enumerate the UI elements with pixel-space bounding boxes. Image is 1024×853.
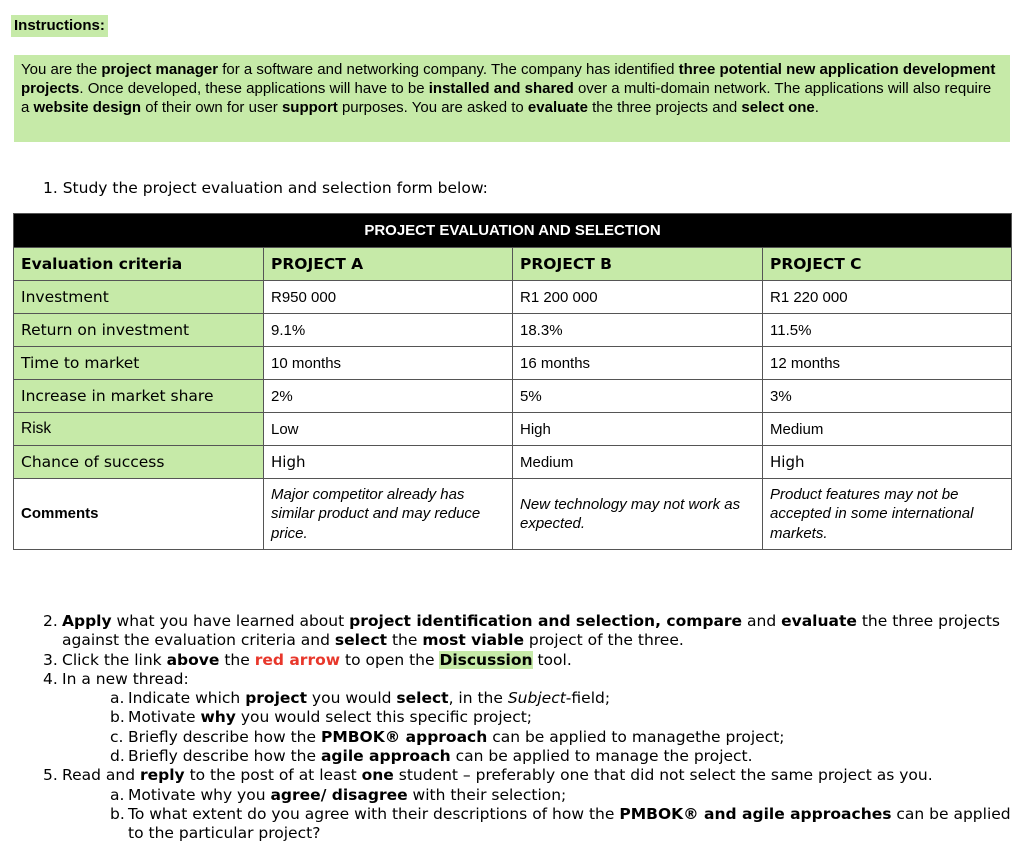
list-number: 4. (43, 669, 58, 688)
task-list (43, 612, 1018, 844)
sub-list-letter: b. (110, 804, 125, 823)
text: Indicate which (128, 689, 246, 708)
emphasis: evaluate (781, 612, 857, 630)
project-a-comment: Major competitor already has similar product and may reduce price. (264, 479, 513, 550)
project-c-cell: 11.5% (763, 314, 1012, 347)
text: the three projects against the evaluation criteria and (62, 612, 1001, 650)
list-item (43, 670, 1018, 766)
project-b-cell: 16 months (513, 347, 763, 380)
list-item (43, 766, 1018, 843)
header-project-a: PROJECT A (264, 248, 513, 281)
sub-list-letter: a. (110, 785, 125, 804)
project-b-comment: New technology may not work as expected. (513, 479, 763, 550)
instructions-emphasis: select one (741, 99, 815, 117)
instructions-label: Instructions: (11, 15, 108, 37)
text: tool. (532, 650, 572, 669)
project-b-cell: Medium (513, 446, 763, 479)
criteria-cell: Return on investment (14, 314, 264, 347)
project-a-cell: R950 000 (264, 281, 513, 314)
table-title-row (14, 214, 1012, 248)
text: can be applied to managethe project; (487, 727, 785, 746)
sub-list-item (110, 805, 1018, 844)
project-b-cell: 18.3% (513, 314, 763, 347)
text: to open the (340, 650, 440, 669)
table-row (14, 380, 1012, 413)
criteria-cell: Risk (14, 413, 264, 446)
instructions-emphasis: three potential new application development projects (21, 61, 996, 98)
text: student – preferably one that did not select the same project as you. (393, 766, 933, 785)
text: and (742, 612, 782, 630)
project-c-cell: 12 months (763, 347, 1012, 380)
text: To what extent do you agree with their descriptions of how the (128, 804, 620, 823)
project-c-cell: 3% (763, 380, 1012, 413)
sub-list-item (110, 747, 1018, 766)
instructions-box (14, 55, 1010, 142)
instructions-text: . (814, 99, 819, 117)
project-a-cell: Low (264, 413, 513, 446)
emphasis: Apply (62, 612, 112, 630)
criteria-cell: Time to market (14, 347, 264, 380)
text: Read and (62, 766, 140, 785)
table-row-comments (14, 479, 1012, 550)
table-header-row (14, 248, 1012, 281)
text: , in the (448, 689, 508, 708)
project-b-cell: R1 200 000 (513, 281, 763, 314)
table-row (14, 413, 1012, 446)
criteria-cell: Investment (14, 281, 264, 314)
discussion-tool-highlight: Discussion (439, 650, 533, 669)
table-title: PROJECT EVALUATION AND SELECTION (14, 214, 1012, 248)
sub-list (62, 689, 1018, 766)
sub-list-item (110, 728, 1018, 747)
instructions-text: . Once developed, these applications will have to be (79, 80, 429, 98)
text: -field; (565, 689, 611, 708)
instructions-text: over a multi-domain network. The applications will also require a (21, 80, 992, 117)
text: with their selection; (407, 785, 567, 804)
text: you would select this specific project; (235, 708, 533, 727)
text: Click the link (62, 650, 167, 669)
emphasis: reply (139, 766, 185, 785)
emphasis: agile approach (320, 747, 451, 766)
text: Briefly describe how the (128, 747, 321, 766)
instructions-emphasis: evaluate (527, 99, 588, 117)
emphasis: one (361, 766, 394, 785)
project-a-cell: 2% (264, 380, 513, 413)
emphasis: above (166, 650, 220, 669)
text: Briefly describe how the (128, 727, 321, 746)
text: to the post of at least (184, 766, 362, 785)
step-1-text: 1. Study the project evaluation and selection form below: (43, 179, 488, 197)
project-b-cell: 5% (513, 380, 763, 413)
list-number: 3. (43, 650, 58, 669)
text: the (387, 631, 423, 650)
project-c-cell: R1 220 000 (763, 281, 1012, 314)
instructions-text: You are the (21, 61, 102, 78)
emphasis: select (334, 631, 388, 650)
text: Motivate (128, 708, 201, 727)
list-number: 2. (43, 612, 58, 630)
list-number: 5. (43, 766, 58, 785)
project-c-cell: High (763, 446, 1012, 479)
table-row (14, 347, 1012, 380)
instructions-emphasis: website design (33, 99, 142, 117)
criteria-cell: Increase in market share (14, 380, 264, 413)
instructions-emphasis: installed and shared (428, 80, 574, 98)
text: what you have learned about (111, 612, 350, 630)
instructions-emphasis: support (281, 99, 338, 117)
project-c-comment: Product features may not be accepted in some international markets. (763, 479, 1012, 550)
instructions-text: the three projects and (587, 99, 742, 117)
emphasis: PMBOK® and agile approaches (619, 804, 892, 823)
sub-list-item (110, 708, 1018, 727)
project-b-cell: High (513, 413, 763, 446)
header-criteria: Evaluation criteria (14, 248, 264, 281)
emphasis: project identification and selection, compare (349, 612, 743, 630)
emphasis: project (245, 689, 307, 708)
text: can be applied to manage the project. (450, 747, 753, 766)
sub-list-letter: d. (110, 747, 125, 766)
instructions-text: of their own for user (141, 99, 282, 117)
project-c-cell: Medium (763, 413, 1012, 446)
project-a-cell: 10 months (264, 347, 513, 380)
red-arrow-text: red arrow (254, 650, 341, 669)
table-row (14, 446, 1012, 479)
project-a-cell: High (264, 446, 513, 479)
instructions-emphasis: project manager (101, 61, 219, 78)
table-row (14, 314, 1012, 347)
text: project of the three. (523, 631, 684, 650)
list-item (43, 612, 1018, 651)
text: the (219, 650, 255, 669)
text: In a new thread: (62, 669, 189, 688)
instructions-text: purposes. You are asked to (337, 99, 528, 117)
instructions-text: for a software and networking company. The company has identified (218, 61, 679, 78)
text: you would (307, 689, 397, 708)
italic-text: Subject (507, 689, 566, 708)
emphasis: agree/ disagree (270, 785, 408, 804)
emphasis: why (200, 708, 236, 727)
text: Motivate why you (128, 785, 271, 804)
sub-list-item (110, 689, 1018, 708)
emphasis: most viable (422, 631, 524, 650)
sub-list-item (110, 786, 1018, 805)
sub-list (62, 786, 1018, 844)
header-project-c: PROJECT C (763, 248, 1012, 281)
sub-list-letter: b. (110, 708, 125, 727)
sub-list-letter: a. (110, 689, 125, 708)
project-a-cell: 9.1% (264, 314, 513, 347)
list-item (43, 651, 1018, 670)
header-project-b: PROJECT B (513, 248, 763, 281)
comments-label: Comments (14, 479, 264, 550)
text: can be applied to the particular project? (128, 804, 1011, 843)
emphasis: select (396, 689, 449, 708)
sub-list-letter: c. (110, 727, 124, 746)
criteria-cell: Chance of success (14, 446, 264, 479)
table-row (14, 281, 1012, 314)
emphasis: PMBOK® approach (320, 727, 488, 746)
evaluation-table (13, 213, 1012, 550)
